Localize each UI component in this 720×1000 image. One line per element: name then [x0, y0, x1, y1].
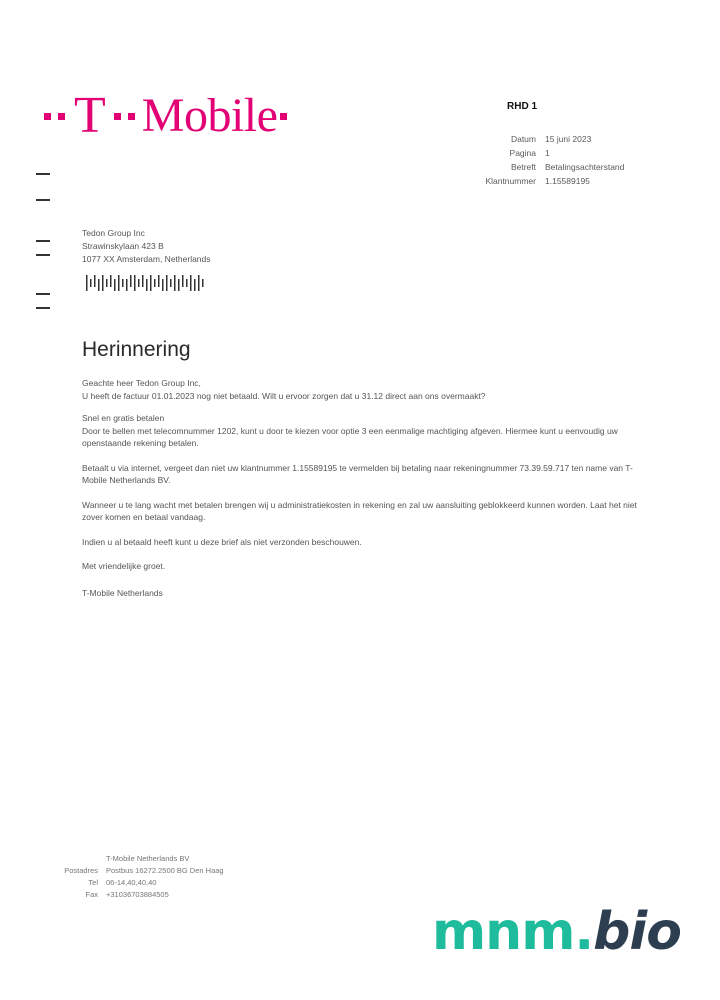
salutation: Geachte heer Tedon Group Inc, — [82, 378, 201, 388]
meta-value: Betalingsachterstand — [545, 162, 625, 172]
recipient-address — [82, 227, 211, 266]
watermark-logo — [432, 900, 681, 964]
footer-label: Fax — [85, 890, 98, 899]
signature: T-Mobile Netherlands — [82, 587, 163, 598]
meta-row-subject — [440, 161, 624, 175]
reference-code: RHD 1 — [507, 101, 538, 112]
logo-dot — [128, 113, 135, 120]
letter-body — [82, 377, 642, 599]
footer-value: +31036703884505 — [106, 890, 169, 899]
letter-footer — [48, 853, 224, 901]
meta-value: 1.15589195 — [545, 176, 590, 186]
footer-row-postal — [48, 865, 224, 877]
fold-mark — [36, 307, 50, 309]
logo-dot — [280, 113, 287, 120]
paragraph-phone-payment: Door te bellen met telecomnummer 1202, kunt u door te kiezen voor optie 3 een eenmalige machtiging afgeven. Hiermee kunt u eenvoudig uw openstaande rekening betalen. — [82, 425, 618, 448]
logo-dot — [114, 113, 121, 120]
paragraph-heading: Snel en gratis betalen — [82, 413, 165, 423]
tmobile-logo — [44, 87, 287, 144]
footer-row-fax — [48, 889, 224, 901]
watermark-part: bio — [593, 902, 681, 962]
logo-dot — [58, 113, 65, 120]
footer-label: Tel — [88, 878, 98, 887]
meta-value: 15 juni 2023 — [545, 134, 592, 144]
meta-label: Klantnummer — [485, 176, 536, 186]
meta-value: 1 — [545, 148, 550, 158]
logo-word: Mobile — [141, 89, 278, 142]
meta-row-date — [440, 133, 624, 147]
address-line: 1077 XX Amsterdam, Netherlands — [82, 254, 211, 264]
fold-mark — [36, 199, 50, 201]
fold-mark — [36, 240, 50, 242]
paragraph-warning: Wanneer u te lang wacht met betalen brengen wij u administratiekosten in rekening en zal uw aansluiting geblokkeerd kunnen worden. Laat het niet zover komen en betaal vandaag. — [82, 499, 637, 522]
footer-company: T-Mobile Netherlands BV — [106, 854, 190, 863]
logo-t: T — [74, 87, 106, 144]
meta-row-page — [440, 147, 624, 161]
fold-mark — [36, 293, 50, 295]
meta-label: Datum — [510, 134, 536, 144]
closing: Met vriendelijke groet. — [82, 561, 166, 571]
postal-barcode — [86, 275, 206, 291]
watermark-part: mnm. — [432, 902, 594, 962]
footer-value: 06-14,40,40,40 — [106, 878, 157, 887]
logo-dot — [44, 113, 51, 120]
paragraph-invoice: U heeft de factuur 01.01.2023 nog niet betaald. Wilt u ervoor zorgen dat u 31.12 direct aan ons overmaakt? — [82, 390, 486, 401]
footer-value: Postbus 16272.2500 BG Den Haag — [106, 866, 224, 875]
footer-row-company — [48, 853, 224, 865]
footer-row-tel — [48, 877, 224, 889]
letter-title: Herinnering — [82, 338, 191, 361]
meta-label: Betreft — [510, 162, 536, 172]
paragraph-internet-payment: Betaalt u via internet, vergeet dan niet uw klantnummer 1.15589195 te vermelden bij betaling naar rekeningnummer 73.39.59.717 ten name van T-Mobile Netherlands BV. — [82, 462, 633, 485]
paragraph-already-paid: Indien u al betaald heeft kunt u deze brief als niet verzonden beschouwen. — [82, 536, 362, 547]
footer-label: Postadres — [64, 866, 98, 875]
letter-meta — [440, 133, 624, 189]
address-line: Tedon Group Inc — [82, 228, 145, 238]
fold-mark — [36, 173, 50, 175]
meta-row-customer-number — [440, 175, 624, 189]
meta-label: Pagina — [509, 148, 536, 158]
address-line: Strawinskylaan 423 B — [82, 241, 164, 251]
fold-mark — [36, 254, 50, 256]
